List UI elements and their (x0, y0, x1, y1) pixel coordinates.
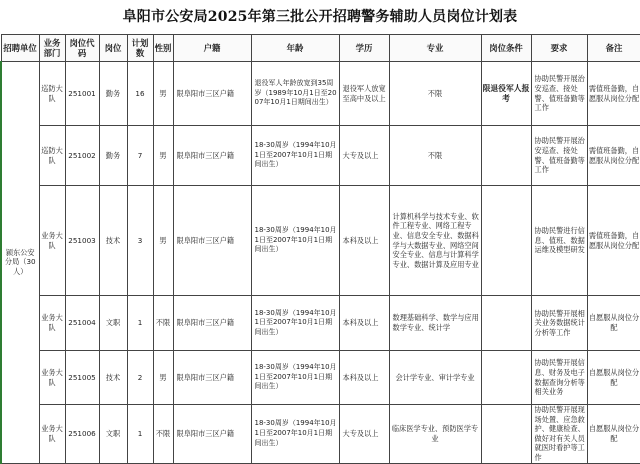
huji-cell: 限阜阳市三区户籍 (173, 351, 251, 405)
table-header-row (1, 35, 640, 62)
org-cell: 颍东公安分局（30人） (1, 62, 39, 464)
edu-cell: 退役军人放宽至高中及以上 (339, 62, 389, 126)
post-cell: 勤务 (99, 62, 127, 126)
dept-cell: 业务大队 (39, 296, 65, 351)
requirement-cell: 协助民警开展现场处置、应急救护、健康检查、做好对有关人员就医时看护等工作 (531, 405, 587, 464)
major-cell: 计算机科学与技术专业、软件工程专业、网络工程专业、信息安全专业、数据科学与大数据专业、网络空间安全专业、信息与计算科学专业、数据计算及应用专业 (389, 186, 481, 296)
note-cell: 自愿服从岗位分配 (587, 351, 640, 405)
code-cell: 251006 (65, 405, 99, 464)
huji-cell: 限阜阳市三区户籍 (173, 296, 251, 351)
requirement-cell: 协助民警进行信息、值班、数据运维及模型研发 (531, 186, 587, 296)
post-cell: 勤务 (99, 126, 127, 186)
edu-cell: 大专及以上 (339, 405, 389, 464)
post-cell: 文职 (99, 296, 127, 351)
major-cell: 临床医学专业、预防医学专业 (389, 405, 481, 464)
gender-cell: 男 (153, 126, 173, 186)
post-cell: 文职 (99, 405, 127, 464)
age-cell: 退役军人年龄放宽到35周岁（1989年10月1日至2007年10月1日期间出生） (251, 62, 339, 126)
condition-cell (481, 296, 531, 351)
dept-cell: 巡防大队 (39, 126, 65, 186)
header-cell: 备注 (587, 35, 640, 62)
huji-cell: 限阜阳市三区户籍 (173, 186, 251, 296)
post-cell: 技术 (99, 186, 127, 296)
gender-cell: 男 (153, 351, 173, 405)
page-title: 阜阳市公安局2025年第三批公开招聘警务辅助人员岗位计划表 (122, 9, 518, 25)
count-cell: 16 (127, 62, 153, 126)
code-cell: 251002 (65, 126, 99, 186)
dept-cell: 业务大队 (39, 186, 65, 296)
condition-cell (481, 186, 531, 296)
gender-cell: 不限 (153, 405, 173, 464)
major-cell: 不限 (389, 126, 481, 186)
count-cell: 3 (127, 186, 153, 296)
condition-cell: 限退役军人报考 (481, 62, 531, 126)
note-cell: 需值班备勤，自愿服从岗位分配 (587, 62, 640, 126)
table-row (1, 351, 640, 405)
requirement-cell: 协助民警开展治安巡查、接处警、值班备勤等工作 (531, 126, 587, 186)
note-cell: 自愿服从岗位分配 (587, 296, 640, 351)
requirement-cell: 协助民警开展信息、财务及电子数据查询分析等相关业务 (531, 351, 587, 405)
age-cell: 18-30周岁（1994年10月1日至2007年10月1日期间出生） (251, 186, 339, 296)
gender-cell: 男 (153, 62, 173, 126)
gender-cell: 男 (153, 186, 173, 296)
header-cell: 岗位条件 (481, 35, 531, 62)
table-row (1, 186, 640, 296)
header-cell: 招聘单位 (1, 35, 39, 62)
code-cell: 251004 (65, 296, 99, 351)
count-cell: 1 (127, 405, 153, 464)
header-cell: 年龄 (251, 35, 339, 62)
note-cell: 需值班备勤，自愿服从岗位分配 (587, 126, 640, 186)
dept-cell: 业务大队 (39, 405, 65, 464)
huji-cell: 限阜阳市三区户籍 (173, 62, 251, 126)
major-cell: 数理基础科学、数学与应用数学专业、统计学 (389, 296, 481, 351)
header-cell: 专业 (389, 35, 481, 62)
edu-cell: 本科及以上 (339, 186, 389, 296)
condition-cell (481, 351, 531, 405)
condition-cell (481, 126, 531, 186)
header-cell: 计划数 (127, 35, 153, 62)
code-cell: 251005 (65, 351, 99, 405)
count-cell: 7 (127, 126, 153, 186)
age-cell: 18-30周岁（1994年10月1日至2007年10月1日期间出生） (251, 405, 339, 464)
age-cell: 18-30周岁（1994年10月1日至2007年10月1日期间出生） (251, 351, 339, 405)
table-row (1, 405, 640, 464)
note-cell: 需值班备勤，自愿服从岗位分配 (587, 186, 640, 296)
age-cell: 18-30周岁（1994年10月1日至2007年10月1日期间出生） (251, 296, 339, 351)
major-cell: 会计学专业、审计学专业 (389, 351, 481, 405)
header-cell: 要求 (531, 35, 587, 62)
dept-cell: 业务大队 (39, 351, 65, 405)
huji-cell: 限阜阳市三区户籍 (173, 405, 251, 464)
edu-cell: 本科及以上 (339, 296, 389, 351)
header-cell: 性别 (153, 35, 173, 62)
count-cell: 2 (127, 351, 153, 405)
requirement-cell: 协助民警开展治安巡查、接处警、值班备勤等工作 (531, 62, 587, 126)
header-cell: 户籍 (173, 35, 251, 62)
code-cell: 251003 (65, 186, 99, 296)
gender-cell: 不限 (153, 296, 173, 351)
age-cell: 18-30周岁（1994年10月1日至2007年10月1日期间出生） (251, 126, 339, 186)
code-cell: 251001 (65, 62, 99, 126)
dept-cell: 巡防大队 (39, 62, 65, 126)
recruitment-table (0, 34, 640, 464)
edu-cell: 本科及以上 (339, 351, 389, 405)
condition-cell (481, 405, 531, 464)
header-cell: 业务部门 (39, 35, 65, 62)
count-cell: 1 (127, 296, 153, 351)
table-row (1, 62, 640, 126)
header-cell: 岗位 (99, 35, 127, 62)
table-row (1, 126, 640, 186)
table-row (1, 296, 640, 351)
requirement-cell: 协助民警开展相关业务数据统计分析等工作 (531, 296, 587, 351)
post-cell: 技术 (99, 351, 127, 405)
note-cell: 自愿服从岗位分配 (587, 405, 640, 464)
edu-cell: 大专及以上 (339, 126, 389, 186)
huji-cell: 限阜阳市三区户籍 (173, 126, 251, 186)
header-cell: 学历 (339, 35, 389, 62)
major-cell: 不限 (389, 62, 481, 126)
header-cell: 岗位代码 (65, 35, 99, 62)
